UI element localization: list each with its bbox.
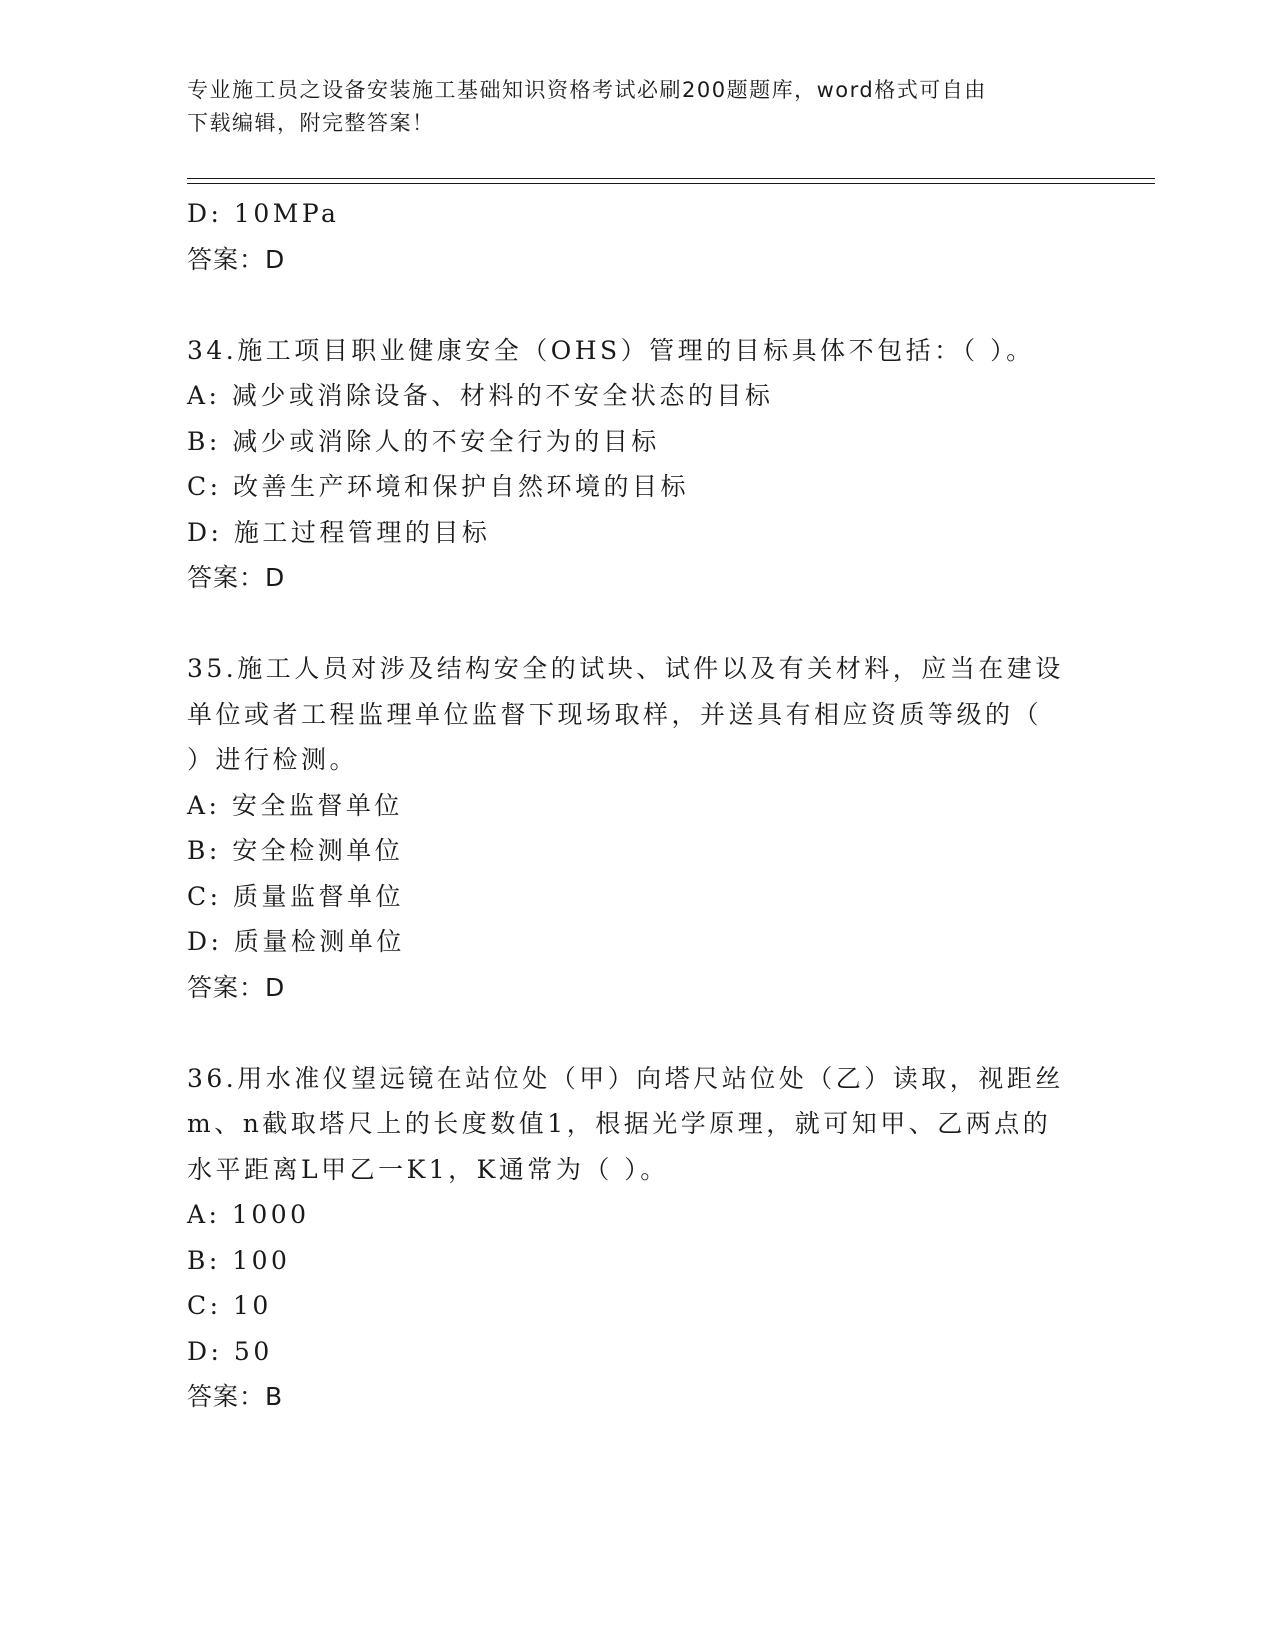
option-c: C: 改善生产环境和保护自然环境的目标: [187, 472, 689, 501]
question-stem: 34.施工项目职业健康安全（OHS）管理的目标具体不包括：（ ）。: [187, 335, 1035, 365]
option-b: B: 100: [187, 1245, 291, 1275]
question-block-35: [187, 646, 1087, 1010]
question-stem-line-3: ）进行检测。: [187, 745, 359, 774]
header-divider-bottom: [187, 183, 1155, 184]
question-block-34: [187, 328, 1087, 601]
option-d: D: 质量检测单位: [187, 927, 405, 956]
option-c: C: 质量监督单位: [187, 881, 404, 911]
option-a: A: 安全监督单位: [187, 790, 403, 820]
spacer: [187, 282, 1087, 328]
option-a: A: 减少或消除设备、材料的不安全状态的目标: [187, 381, 774, 410]
question-stem-line-3: 水平距离L甲乙一K1，K通常为（ ）。: [187, 1154, 669, 1184]
question-stem-line-2: m、n截取塔尺上的长度数值1，根据光学原理，就可知甲、乙两点的: [187, 1109, 1052, 1138]
header-line-1: 专业施工员之设备安装施工基础知识资格考试必刷200题题库，word格式可自由: [187, 78, 987, 102]
question-stem-line-1: 36.用水准仪望远镜在站位处（甲）向塔尺站位处（乙）读取，视距丝: [187, 1063, 1064, 1093]
option-b: B: 减少或消除人的不安全行为的目标: [187, 426, 660, 456]
question-block-36: [187, 1056, 1087, 1420]
question-stem-line-1: 35.施工人员对涉及结构安全的试块、试件以及有关材料，应当在建设: [187, 654, 1064, 683]
header-divider-top: [187, 178, 1155, 179]
answer-label: 答案：D: [187, 972, 286, 1002]
question-stem-line-2: 单位或者工程监理单位监督下现场取样，并送具有相应资质等级的（: [187, 699, 1043, 729]
option-d: D: 10MPa: [187, 199, 340, 228]
answer-label: 答案：B: [187, 1382, 284, 1411]
header-line-2: 下载编辑，附完整答案！: [187, 111, 435, 135]
document-header: [187, 74, 1087, 140]
spacer: [187, 1010, 1087, 1056]
answer-label: 答案：D: [187, 563, 286, 592]
question-list: [187, 191, 1087, 1420]
option-d: D: 50: [187, 1336, 273, 1366]
answer-label: 答案：D: [187, 244, 286, 274]
option-d: D: 施工过程管理的目标: [187, 517, 491, 547]
option-c: C: 10: [187, 1291, 272, 1320]
option-b: B: 安全检测单位: [187, 836, 404, 865]
question-block-33: [187, 191, 1087, 282]
option-a: A: 1000: [187, 1200, 310, 1229]
spacer: [187, 601, 1087, 647]
